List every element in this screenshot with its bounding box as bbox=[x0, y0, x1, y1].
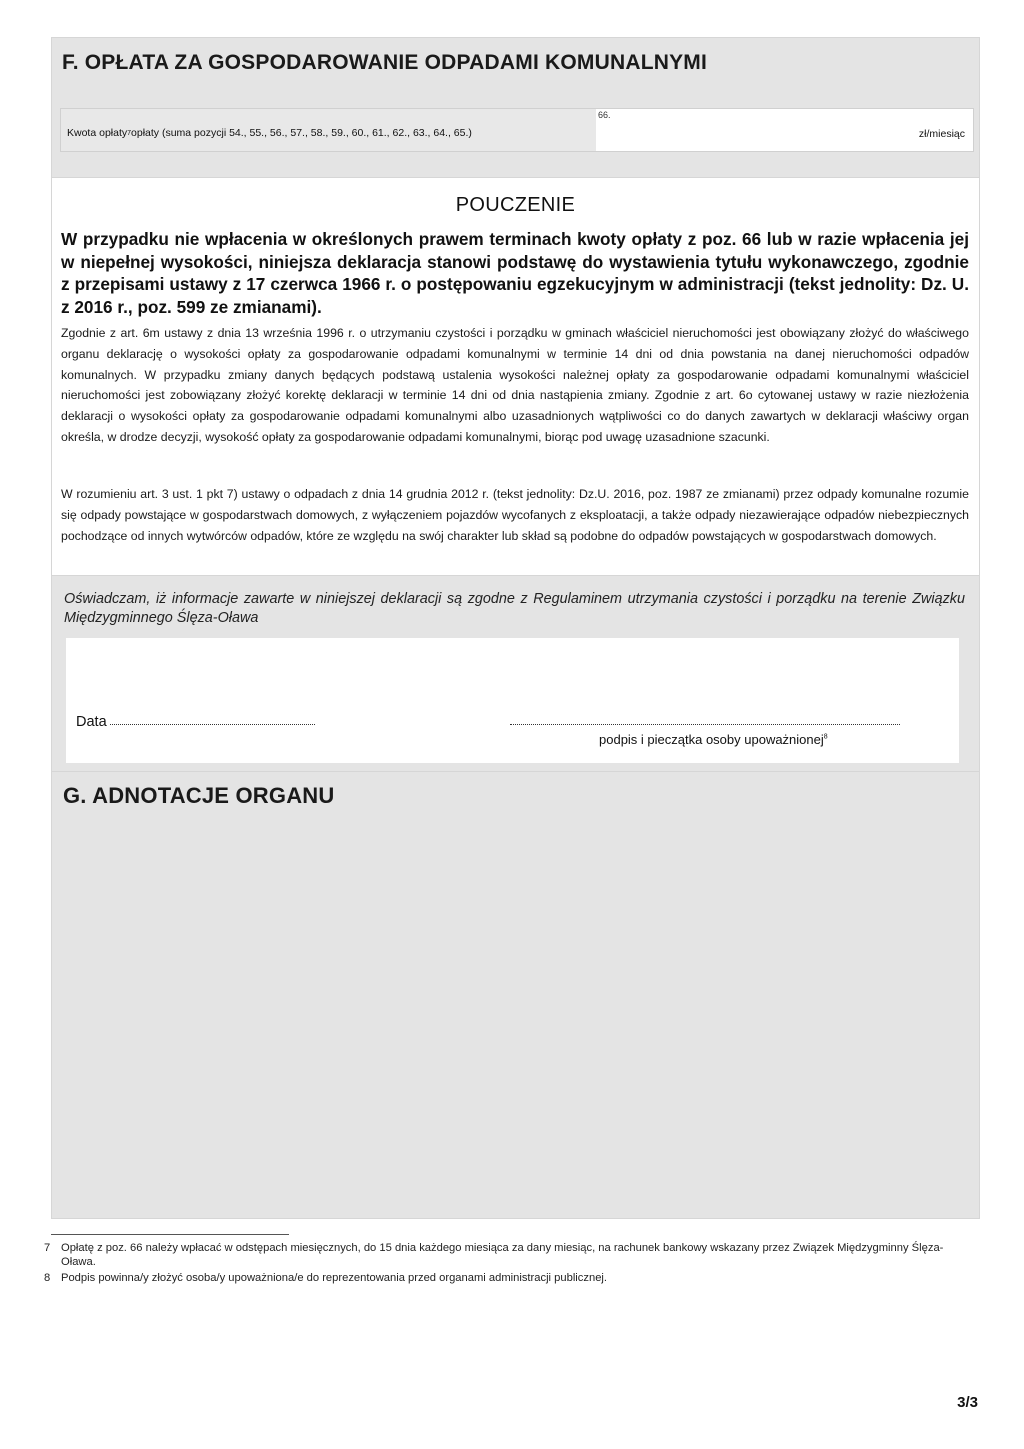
section-f-title: F. OPŁATA ZA GOSPODAROWANIE ODPADAMI KOMUNALNYMI bbox=[62, 51, 708, 74]
declaration-text: Oświadczam, iż informacje zawarte w niniejszej deklaracji są zgodne z Regulaminem utrzymania czystości i porządku na terenie Związku Międzygminnego Ślęza-Oława bbox=[64, 591, 965, 626]
section-g bbox=[51, 772, 980, 1219]
footnote-text: Podpis powinna/y złożyć osoba/y upoważniona/e do reprezentowania przed organami administracji publicznej. bbox=[61, 1272, 608, 1284]
notice-paragraph-2: W rozumieniu art. 3 ust. 1 pkt 7) ustawy o odpadach z dnia 14 grudnia 2012 r. (tekst jednolity: Dz.U. 2016, poz. 1987 ze zmianami) przez odpady komunalne rozumie się odpady powstające w gospodarstwach domowych, z wyłączeniem pojazdów wycofanych z eksploatacji, a także odpady niezawierające odpadów niebezpiecznych pochodzące od innych wytwórców odpadów, które ze względu na swój charakter lub skład są podobne do odpadów powstających w gospodarstwach domowych. bbox=[61, 487, 969, 543]
amount-label-post: opłaty (suma pozycji 54., 55., 56., 57., 58., 59., 60., 61., 62., 63., 64., 65.) bbox=[131, 127, 472, 139]
signature-box bbox=[66, 638, 959, 763]
notice-warning: W przypadku nie wpłacenia w określonych prawem terminach kwoty opłaty z poz. 66 lub w razie wpłacenia jej w niepełnej wysokości, niniejsza deklaracja stanowi podstawę do wystawienia tytułu wykonawczego, zgodnie z przepisami ustawy z 17 czerwca 1966 r. o postępowaniu egzekucyjnym w administracji (tekst jednolity: Dz. U. z 2016 r., poz. 599 ze zmianami). bbox=[61, 229, 969, 317]
footnote-number: 7 bbox=[44, 1242, 51, 1254]
footnote-ref-8: 8 bbox=[823, 733, 828, 741]
signature-field[interactable] bbox=[510, 724, 900, 725]
amount-row bbox=[60, 108, 974, 152]
footnote-text: Opłatę z poz. 66 należy wpłacać w odstępach miesięcznych, do 15 dnia każdego miesiąca za dany miesiąc, na rachunek bankowy wskazany przez Związek Międzygminny Ślęza-Oława. bbox=[61, 1242, 944, 1268]
amount-field[interactable] bbox=[596, 109, 973, 151]
footnote-divider bbox=[51, 1234, 289, 1235]
declaration-section bbox=[51, 576, 980, 772]
notice-paragraph-1: Zgodnie z art. 6m ustawy z dnia 13 września 1996 r. o utrzymaniu czystości i porządku w gminach właściciel nieruchomości jest obowiązany złożyć do właściwego organu deklarację o wysokości opłaty za gospodarowanie odpadami komunalnymi w terminie 14 dni od dnia powstania na danej nieruchomości odpadów komunalnych. W przypadku zmiany danych będących podstawą ustalenia wysokości należnej opłaty za gospodarowanie odpadami komunalnymi właściciel nieruchomości jest zobowiązany złożyć korektę deklaracji w terminie 14 dni od dnia nastąpienia zmiany. Zgodnie z art. 6o cytowanej ustawy w razie niezłożenia deklaracji o wysokości opłaty za gospodarowanie odpadami komunalnymi albo uzasadnionych wątpliwości co do danych zawartych w deklaracji właściwy organ określa, w drodze decyzji, wysokość opłaty za gospodarowanie odpadami komunalnymi, biorąc pod uwagę uzasadnione szacunki. bbox=[61, 326, 969, 444]
amount-label-pre: Kwota opłaty bbox=[67, 127, 128, 139]
field-number: 66. bbox=[598, 110, 611, 120]
section-g-title: G. ADNOTACJE ORGANU bbox=[63, 783, 335, 808]
footnote-7 bbox=[30, 1242, 960, 1269]
signature-label-text: podpis i pieczątka osoby upoważnionej bbox=[599, 732, 824, 747]
signature-label bbox=[599, 732, 828, 747]
amount-unit: zł/miesiąc bbox=[918, 128, 965, 140]
page-number: 3/3 bbox=[957, 1394, 978, 1411]
amount-label bbox=[61, 109, 596, 151]
notice-title: POUCZENIE bbox=[455, 194, 576, 216]
notice-section bbox=[51, 178, 980, 576]
footnote-ref-7: 7 bbox=[127, 129, 132, 137]
date-label: Data bbox=[76, 714, 107, 730]
date-field[interactable] bbox=[110, 724, 315, 725]
footnote-8 bbox=[30, 1272, 960, 1286]
footnote-number: 8 bbox=[44, 1272, 51, 1284]
section-f bbox=[51, 37, 980, 178]
